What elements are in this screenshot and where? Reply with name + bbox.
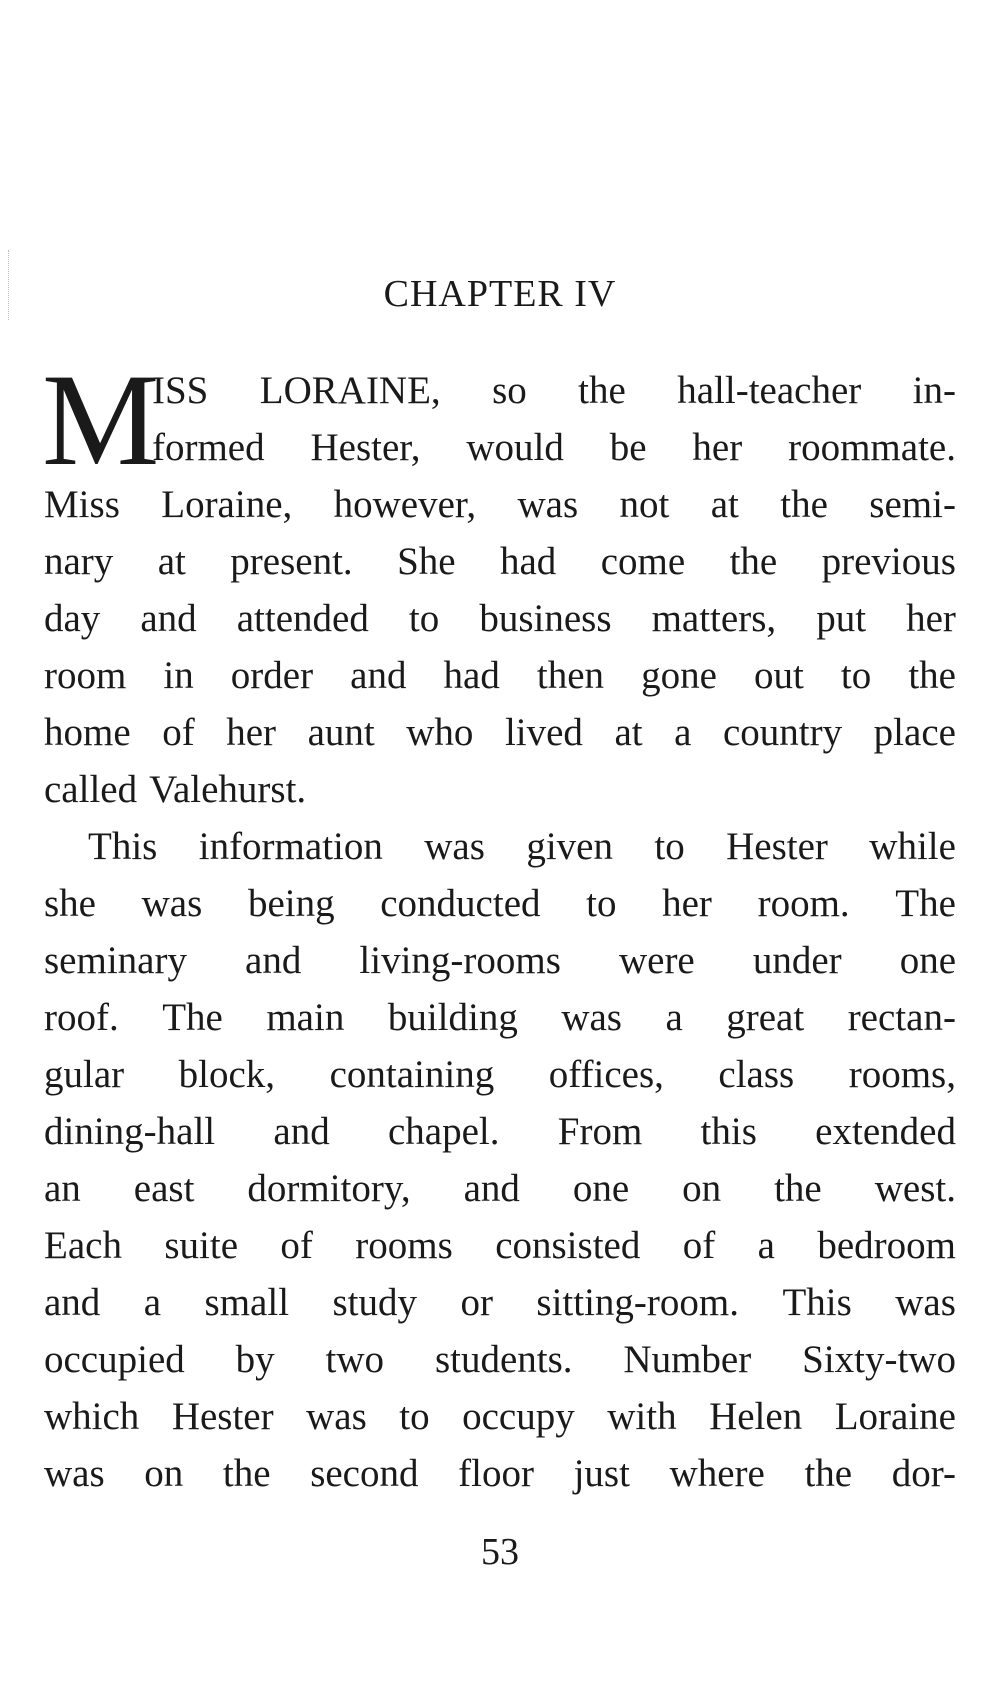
text-line bbox=[44, 1331, 956, 1388]
word: Each bbox=[44, 1224, 122, 1267]
word: day bbox=[44, 597, 101, 640]
word: offices, bbox=[548, 1053, 664, 1096]
word: then bbox=[536, 654, 605, 697]
word: seminary bbox=[44, 939, 187, 982]
word: ISS bbox=[152, 369, 209, 412]
word: however, bbox=[333, 483, 477, 526]
word: Valehurst. bbox=[149, 768, 307, 811]
word: was bbox=[306, 1395, 367, 1438]
word: be bbox=[609, 426, 647, 469]
word: one bbox=[899, 939, 956, 982]
word: the bbox=[780, 483, 828, 526]
text-line bbox=[44, 647, 956, 704]
word: this bbox=[700, 1110, 757, 1153]
word: Loraine, bbox=[161, 483, 293, 526]
word: Loraine bbox=[834, 1395, 956, 1438]
text-line bbox=[44, 704, 956, 761]
word: by bbox=[235, 1338, 275, 1381]
word: was bbox=[44, 1452, 105, 1495]
word: semi- bbox=[869, 483, 956, 526]
word: were bbox=[618, 939, 695, 982]
text-line bbox=[44, 1103, 956, 1160]
word: called bbox=[44, 768, 138, 811]
word: gone bbox=[641, 654, 717, 697]
word: and bbox=[44, 1281, 101, 1324]
text-line bbox=[44, 362, 956, 419]
word: occupied bbox=[44, 1338, 185, 1381]
word: Sixty-two bbox=[802, 1338, 956, 1381]
word: Helen bbox=[709, 1395, 803, 1438]
word: while bbox=[869, 825, 956, 868]
word: present. bbox=[230, 540, 353, 583]
word: room bbox=[44, 654, 127, 697]
word: small bbox=[204, 1281, 290, 1324]
word: order bbox=[230, 654, 314, 697]
word: on bbox=[682, 1167, 722, 1210]
word: out bbox=[754, 654, 804, 697]
word: dormitory, bbox=[247, 1167, 411, 1210]
text-line bbox=[44, 989, 956, 1046]
word: being bbox=[247, 882, 335, 925]
word: This bbox=[782, 1281, 852, 1324]
word: a bbox=[143, 1281, 162, 1324]
word: living-rooms bbox=[359, 939, 561, 982]
word: information bbox=[198, 825, 383, 868]
word: east bbox=[133, 1167, 195, 1210]
text-line bbox=[44, 1217, 956, 1274]
word: to bbox=[654, 825, 685, 868]
word: home bbox=[44, 711, 131, 754]
word: at bbox=[614, 711, 643, 754]
word: the bbox=[729, 540, 778, 583]
text-line bbox=[44, 1046, 956, 1103]
word: at bbox=[157, 540, 186, 583]
text-line bbox=[44, 590, 956, 647]
word: on bbox=[144, 1452, 184, 1495]
word: who bbox=[406, 711, 474, 754]
word: second bbox=[310, 1452, 419, 1495]
word: had bbox=[443, 654, 500, 697]
text-line bbox=[44, 533, 956, 590]
word: containing bbox=[329, 1053, 495, 1096]
word: in- bbox=[912, 369, 956, 412]
word: the bbox=[804, 1452, 853, 1495]
word: a bbox=[757, 1224, 775, 1267]
word: bedroom bbox=[817, 1224, 956, 1267]
word: which bbox=[44, 1395, 140, 1438]
word: of bbox=[162, 711, 195, 754]
word: previous bbox=[821, 540, 956, 583]
word: to bbox=[399, 1395, 430, 1438]
word: The bbox=[895, 882, 956, 925]
word: to bbox=[586, 882, 617, 925]
word: her bbox=[692, 426, 743, 469]
word: formed bbox=[152, 426, 265, 469]
word: Hester bbox=[726, 825, 828, 868]
word: her bbox=[662, 882, 712, 925]
word: to bbox=[408, 597, 440, 640]
word: dining-hall bbox=[44, 1110, 216, 1153]
word: and bbox=[273, 1110, 330, 1153]
text-line bbox=[44, 1160, 956, 1217]
word: Number bbox=[623, 1338, 752, 1381]
word: occupy bbox=[462, 1395, 575, 1438]
word: Hester bbox=[171, 1395, 274, 1438]
word: her bbox=[226, 711, 277, 754]
word: attended bbox=[236, 597, 369, 640]
word: building bbox=[387, 996, 518, 1039]
word: LORAINE, bbox=[259, 369, 441, 412]
word: the bbox=[774, 1167, 822, 1210]
word: rectan- bbox=[847, 996, 956, 1039]
word: to bbox=[840, 654, 872, 697]
text-line bbox=[44, 476, 956, 533]
word: at bbox=[710, 483, 739, 526]
word: was bbox=[561, 996, 622, 1039]
word: and bbox=[245, 939, 302, 982]
text-line bbox=[44, 1388, 956, 1445]
page-number: 53 bbox=[481, 1531, 519, 1573]
word: rooms bbox=[355, 1224, 453, 1267]
word: of bbox=[280, 1224, 313, 1267]
word: extended bbox=[815, 1110, 956, 1153]
word: her bbox=[906, 597, 956, 640]
word: students. bbox=[434, 1338, 573, 1381]
word: nary bbox=[44, 540, 114, 583]
word: of bbox=[682, 1224, 716, 1267]
word: not bbox=[619, 483, 670, 526]
word: a bbox=[674, 711, 692, 754]
word: was bbox=[517, 483, 579, 526]
text-line bbox=[44, 1445, 956, 1502]
word: roof. bbox=[44, 996, 119, 1039]
word: class bbox=[718, 1053, 795, 1096]
word: with bbox=[607, 1395, 677, 1438]
word: and bbox=[140, 597, 197, 640]
word: Hester, bbox=[310, 426, 421, 469]
word: This bbox=[88, 825, 158, 868]
word: She bbox=[397, 540, 456, 583]
word: Miss bbox=[44, 483, 120, 526]
word: under bbox=[752, 939, 842, 982]
word: hall-teacher bbox=[677, 369, 862, 412]
word: two bbox=[325, 1338, 385, 1381]
word: business bbox=[479, 597, 612, 640]
word: conducted bbox=[380, 882, 541, 925]
word: was bbox=[895, 1281, 956, 1324]
word: country bbox=[723, 711, 843, 754]
word: or bbox=[460, 1281, 493, 1324]
word: great bbox=[726, 996, 805, 1039]
word: and bbox=[463, 1167, 520, 1210]
word: was bbox=[141, 882, 203, 925]
word: block, bbox=[178, 1053, 276, 1096]
body-text bbox=[42, 346, 956, 1502]
word: an bbox=[44, 1167, 81, 1210]
word: the bbox=[908, 654, 956, 697]
word: she bbox=[44, 882, 96, 925]
word: had bbox=[499, 540, 557, 583]
word: suite bbox=[164, 1224, 239, 1267]
word: gular bbox=[44, 1053, 125, 1096]
word: roommate. bbox=[788, 426, 956, 469]
word: place bbox=[873, 711, 956, 754]
word: room. bbox=[757, 882, 850, 925]
word: dor- bbox=[891, 1452, 956, 1495]
word: floor bbox=[458, 1452, 534, 1495]
word: main bbox=[266, 996, 345, 1039]
drop-cap-letter: M bbox=[42, 346, 160, 493]
text-line bbox=[44, 932, 956, 989]
word: aunt bbox=[307, 711, 375, 754]
word: just bbox=[573, 1452, 630, 1495]
word: was bbox=[424, 825, 485, 868]
paragraph-1 bbox=[42, 346, 956, 818]
word: given bbox=[526, 825, 613, 868]
paragraph-2 bbox=[44, 818, 956, 1502]
word: consisted bbox=[495, 1224, 641, 1267]
word: in bbox=[163, 654, 194, 697]
word: lived bbox=[504, 711, 583, 754]
word: one bbox=[572, 1167, 630, 1210]
word: rooms, bbox=[848, 1053, 956, 1096]
word: would bbox=[466, 426, 564, 469]
word: the bbox=[222, 1452, 271, 1495]
text-line bbox=[44, 761, 956, 818]
word: sitting-room. bbox=[536, 1281, 739, 1324]
word: west. bbox=[874, 1167, 956, 1210]
word: come bbox=[600, 540, 686, 583]
word: The bbox=[162, 996, 223, 1039]
text-line bbox=[44, 419, 956, 476]
word: a bbox=[665, 996, 683, 1039]
text-line bbox=[44, 1274, 956, 1331]
word: so bbox=[492, 369, 527, 412]
word: put bbox=[816, 597, 867, 640]
word: chapel. bbox=[387, 1110, 500, 1153]
chapter-heading: CHAPTER IV bbox=[383, 273, 617, 315]
word: where bbox=[669, 1452, 765, 1495]
word: From bbox=[557, 1110, 643, 1153]
text-line bbox=[44, 875, 956, 932]
word: the bbox=[578, 369, 626, 412]
word: study bbox=[332, 1281, 417, 1324]
text-line bbox=[44, 818, 956, 875]
word: matters, bbox=[651, 597, 777, 640]
word: and bbox=[350, 654, 407, 697]
